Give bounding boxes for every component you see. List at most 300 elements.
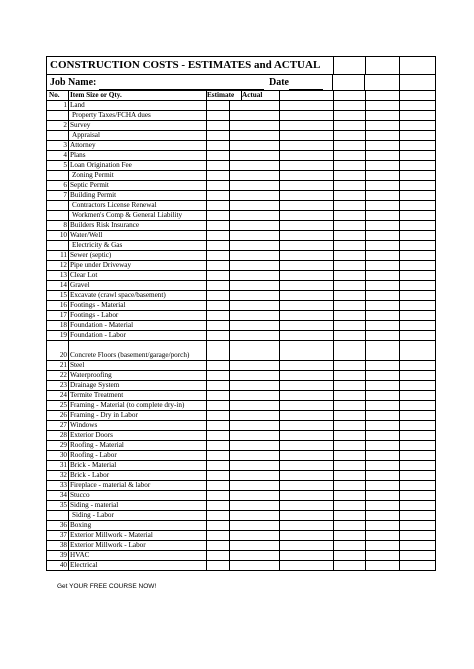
extra-cell[interactable] — [366, 371, 400, 380]
estimate-cell[interactable] — [230, 251, 280, 260]
actual-cell[interactable] — [280, 451, 334, 460]
extra-cell[interactable] — [400, 321, 435, 330]
extra-cell[interactable] — [334, 501, 366, 510]
extra-cell[interactable] — [400, 131, 435, 140]
extra-cell[interactable] — [366, 311, 400, 320]
actual-cell[interactable] — [280, 201, 334, 210]
estimate-cell[interactable] — [230, 151, 280, 160]
extra-cell[interactable] — [334, 461, 366, 470]
extra-cell[interactable] — [400, 191, 435, 200]
extra-cell[interactable] — [366, 551, 400, 560]
row-item: Property Taxes/FCHA dues — [69, 111, 207, 120]
qty-cell[interactable] — [207, 161, 230, 170]
qty-cell[interactable] — [207, 521, 230, 530]
estimate-cell[interactable] — [230, 501, 280, 510]
extra-cell[interactable] — [366, 411, 400, 420]
qty-cell[interactable] — [207, 541, 230, 550]
estimate-cell[interactable] — [230, 551, 280, 560]
actual-cell[interactable] — [280, 321, 334, 330]
actual-cell[interactable] — [280, 391, 334, 400]
extra-cell[interactable] — [366, 281, 400, 290]
qty-cell[interactable] — [207, 101, 230, 110]
estimate-cell[interactable] — [230, 261, 280, 270]
extra-cell[interactable] — [366, 231, 400, 240]
extra-cell[interactable] — [334, 521, 366, 530]
extra-cell[interactable] — [400, 251, 435, 260]
estimate-cell[interactable] — [230, 311, 280, 320]
qty-cell[interactable] — [207, 371, 230, 380]
actual-cell[interactable] — [280, 161, 334, 170]
actual-cell[interactable] — [280, 431, 334, 440]
extra-cell[interactable] — [366, 511, 400, 520]
actual-cell[interactable] — [280, 181, 334, 190]
row-number: 6 — [47, 181, 69, 190]
extra-cell[interactable] — [334, 271, 366, 280]
qty-cell[interactable] — [207, 191, 230, 200]
estimate-cell[interactable] — [230, 301, 280, 310]
qty-cell[interactable] — [207, 231, 230, 240]
estimate-cell[interactable] — [230, 331, 280, 340]
actual-cell[interactable] — [280, 421, 334, 430]
actual-cell[interactable] — [280, 461, 334, 470]
extra-cell[interactable] — [400, 491, 435, 500]
qty-cell[interactable] — [207, 251, 230, 260]
qty-cell[interactable] — [207, 361, 230, 370]
actual-cell[interactable] — [280, 521, 334, 530]
row-number: 29 — [47, 441, 69, 450]
extra-cell[interactable] — [400, 461, 435, 470]
qty-cell[interactable] — [207, 131, 230, 140]
qty-cell[interactable] — [207, 201, 230, 210]
estimate-cell[interactable] — [230, 521, 280, 530]
extra-cell[interactable] — [334, 301, 366, 310]
row-number: 34 — [47, 491, 69, 500]
table-row — [47, 271, 435, 281]
actual-cell[interactable] — [280, 291, 334, 300]
row-item: Pipe under Driveway — [69, 261, 207, 270]
qty-cell[interactable] — [207, 311, 230, 320]
actual-cell[interactable] — [280, 541, 334, 550]
extra-cell[interactable] — [400, 291, 435, 300]
extra-cell[interactable] — [400, 261, 435, 270]
qty-cell[interactable] — [207, 401, 230, 410]
actual-cell[interactable] — [280, 301, 334, 310]
extra-cell[interactable] — [366, 291, 400, 300]
footer-link[interactable]: Get YOUR FREE COURSE NOW! — [57, 583, 157, 590]
estimate-cell[interactable] — [230, 531, 280, 540]
extra-cell[interactable] — [400, 271, 435, 280]
extra-cell[interactable] — [334, 251, 366, 260]
actual-cell[interactable] — [280, 341, 334, 360]
estimate-cell[interactable] — [230, 271, 280, 280]
extra-cell[interactable] — [366, 331, 400, 340]
estimate-cell[interactable] — [230, 101, 280, 110]
estimate-cell[interactable] — [230, 361, 280, 370]
actual-cell[interactable] — [280, 241, 334, 250]
row-item: Survey — [69, 121, 207, 130]
actual-cell[interactable] — [280, 491, 334, 500]
estimate-cell[interactable] — [230, 451, 280, 460]
extra-cell[interactable] — [366, 421, 400, 430]
estimate-cell[interactable] — [230, 461, 280, 470]
actual-cell[interactable] — [280, 231, 334, 240]
extra-cell[interactable] — [400, 311, 435, 320]
estimate-cell[interactable] — [230, 181, 280, 190]
extra-cell[interactable] — [334, 381, 366, 390]
extra-cell[interactable] — [366, 461, 400, 470]
actual-cell[interactable] — [280, 211, 334, 220]
extra-cell[interactable] — [334, 221, 366, 230]
extra-cell[interactable] — [366, 141, 400, 150]
extra-cell[interactable] — [400, 121, 435, 130]
extra-cell[interactable] — [334, 341, 366, 360]
extra-cell[interactable] — [400, 421, 435, 430]
extra-cell[interactable] — [334, 541, 366, 550]
extra-cell[interactable] — [366, 491, 400, 500]
qty-cell[interactable] — [207, 481, 230, 490]
actual-cell[interactable] — [280, 371, 334, 380]
extra-cell[interactable] — [366, 211, 400, 220]
extra-cell[interactable] — [366, 431, 400, 440]
extra-cell[interactable] — [400, 111, 435, 120]
extra-cell[interactable] — [366, 321, 400, 330]
estimate-cell[interactable] — [230, 431, 280, 440]
extra-cell[interactable] — [334, 261, 366, 270]
extra-cell[interactable] — [400, 151, 435, 160]
qty-cell[interactable] — [207, 341, 230, 360]
extra-cell[interactable] — [334, 431, 366, 440]
extra-cell[interactable] — [400, 331, 435, 340]
extra-cell[interactable] — [334, 491, 366, 500]
extra-cell[interactable] — [400, 221, 435, 230]
actual-cell[interactable] — [280, 281, 334, 290]
extra-cell[interactable] — [334, 411, 366, 420]
estimate-cell[interactable] — [230, 371, 280, 380]
actual-cell[interactable] — [280, 131, 334, 140]
extra-cell[interactable] — [400, 101, 435, 110]
extra-cell[interactable] — [366, 521, 400, 530]
extra-cell[interactable] — [334, 371, 366, 380]
extra-cell[interactable] — [334, 241, 366, 250]
extra-cell[interactable] — [366, 451, 400, 460]
qty-cell[interactable] — [207, 441, 230, 450]
extra-cell[interactable] — [334, 231, 366, 240]
extra-cell[interactable] — [400, 431, 435, 440]
qty-cell[interactable] — [207, 121, 230, 130]
row-number — [47, 241, 69, 250]
qty-cell[interactable] — [207, 551, 230, 560]
extra-cell[interactable] — [366, 251, 400, 260]
extra-cell[interactable] — [334, 211, 366, 220]
extra-cell[interactable] — [334, 321, 366, 330]
extra-cell[interactable] — [334, 481, 366, 490]
qty-cell[interactable] — [207, 511, 230, 520]
qty-cell[interactable] — [207, 461, 230, 470]
extra-cell[interactable] — [334, 401, 366, 410]
extra-cell[interactable] — [366, 441, 400, 450]
qty-cell[interactable] — [207, 531, 230, 540]
extra-cell[interactable] — [400, 201, 435, 210]
extra-cell[interactable] — [334, 451, 366, 460]
estimate-cell[interactable] — [230, 411, 280, 420]
qty-cell[interactable] — [207, 471, 230, 480]
actual-cell[interactable] — [280, 551, 334, 560]
extra-cell[interactable] — [400, 391, 435, 400]
estimate-cell[interactable] — [230, 161, 280, 170]
estimate-cell[interactable] — [230, 321, 280, 330]
extra-cell[interactable] — [400, 401, 435, 410]
qty-cell[interactable] — [207, 141, 230, 150]
actual-cell[interactable] — [280, 261, 334, 270]
extra-cell[interactable] — [400, 561, 435, 570]
extra-cell[interactable] — [366, 151, 400, 160]
job-name-field[interactable] — [47, 75, 333, 90]
extra-cell[interactable] — [400, 341, 435, 360]
actual-cell[interactable] — [280, 141, 334, 150]
qty-cell[interactable] — [207, 111, 230, 120]
extra-cell[interactable] — [366, 191, 400, 200]
estimate-cell[interactable] — [230, 211, 280, 220]
estimate-cell[interactable] — [230, 561, 280, 570]
extra-cell[interactable] — [334, 421, 366, 430]
qty-cell[interactable] — [207, 261, 230, 270]
actual-cell[interactable] — [280, 511, 334, 520]
row-item: Framing - Dry in Labor — [69, 411, 207, 420]
qty-cell[interactable] — [207, 431, 230, 440]
row-number: 23 — [47, 381, 69, 390]
row-number: 36 — [47, 521, 69, 530]
extra-cell[interactable] — [334, 101, 366, 110]
qty-cell[interactable] — [207, 151, 230, 160]
extra-cell[interactable] — [334, 141, 366, 150]
extra-cell[interactable] — [366, 131, 400, 140]
estimate-cell[interactable] — [230, 291, 280, 300]
extra-cell[interactable] — [334, 171, 366, 180]
estimate-cell[interactable] — [230, 191, 280, 200]
extra-cell[interactable] — [400, 471, 435, 480]
estimate-cell[interactable] — [230, 131, 280, 140]
qty-cell[interactable] — [207, 491, 230, 500]
extra-cell[interactable] — [400, 501, 435, 510]
extra-cell[interactable] — [334, 201, 366, 210]
extra-cell[interactable] — [400, 481, 435, 490]
extra-cell[interactable] — [366, 121, 400, 130]
extra-cell[interactable] — [400, 551, 435, 560]
row-item: Concrete Floors (basement/garage/porch) — [69, 341, 207, 360]
actual-cell[interactable] — [280, 471, 334, 480]
extra-cell[interactable] — [400, 141, 435, 150]
sheet-title: CONSTRUCTION COSTS - ESTIMATES and ACTUAL — [47, 57, 334, 74]
qty-cell[interactable] — [207, 211, 230, 220]
estimate-cell[interactable] — [230, 111, 280, 120]
estimate-cell[interactable] — [230, 391, 280, 400]
actual-cell[interactable] — [280, 401, 334, 410]
actual-cell[interactable] — [280, 121, 334, 130]
qty-cell[interactable] — [207, 391, 230, 400]
qty-cell[interactable] — [207, 381, 230, 390]
extra-cell[interactable] — [366, 171, 400, 180]
extra-cell[interactable] — [366, 401, 400, 410]
estimate-cell[interactable] — [230, 481, 280, 490]
actual-cell[interactable] — [280, 191, 334, 200]
extra-cell[interactable] — [400, 361, 435, 370]
extra-cell[interactable] — [334, 111, 366, 120]
qty-cell[interactable] — [207, 241, 230, 250]
extra-cell[interactable] — [366, 241, 400, 250]
qty-cell[interactable] — [207, 321, 230, 330]
qty-cell[interactable] — [207, 421, 230, 430]
header-actual: Actual — [242, 91, 280, 100]
extra-cell[interactable] — [366, 391, 400, 400]
qty-cell[interactable] — [207, 171, 230, 180]
extra-cell[interactable] — [400, 181, 435, 190]
actual-cell[interactable] — [280, 481, 334, 490]
qty-cell[interactable] — [207, 281, 230, 290]
estimate-cell[interactable] — [230, 511, 280, 520]
extra-cell[interactable] — [366, 381, 400, 390]
qty-cell[interactable] — [207, 181, 230, 190]
extra-cell[interactable] — [334, 161, 366, 170]
estimate-cell[interactable] — [230, 381, 280, 390]
extra-cell[interactable] — [366, 181, 400, 190]
estimate-cell[interactable] — [230, 231, 280, 240]
extra-cell[interactable] — [366, 541, 400, 550]
qty-cell[interactable] — [207, 271, 230, 280]
actual-cell[interactable] — [280, 251, 334, 260]
estimate-cell[interactable] — [230, 401, 280, 410]
extra-cell[interactable] — [366, 481, 400, 490]
extra-cell[interactable] — [334, 131, 366, 140]
actual-cell[interactable] — [280, 331, 334, 340]
estimate-cell[interactable] — [230, 421, 280, 430]
extra-cell[interactable] — [400, 441, 435, 450]
extra-cell[interactable] — [334, 531, 366, 540]
actual-cell[interactable] — [280, 311, 334, 320]
estimate-cell[interactable] — [230, 221, 280, 230]
actual-cell[interactable] — [280, 561, 334, 570]
extra-cell[interactable] — [334, 441, 366, 450]
extra-cell[interactable] — [334, 191, 366, 200]
extra-cell[interactable] — [334, 281, 366, 290]
extra-cell[interactable] — [334, 361, 366, 370]
table-row — [47, 231, 435, 241]
extra-cell[interactable] — [366, 261, 400, 270]
qty-cell[interactable] — [207, 331, 230, 340]
row-number: 15 — [47, 291, 69, 300]
actual-cell[interactable] — [280, 151, 334, 160]
row-number: 32 — [47, 471, 69, 480]
actual-cell[interactable] — [280, 531, 334, 540]
actual-cell[interactable] — [280, 171, 334, 180]
row-item: HVAC — [69, 551, 207, 560]
extra-cell[interactable] — [400, 541, 435, 550]
qty-cell[interactable] — [207, 501, 230, 510]
actual-cell[interactable] — [280, 101, 334, 110]
extra-cell[interactable] — [334, 551, 366, 560]
actual-cell[interactable] — [280, 441, 334, 450]
estimate-cell[interactable] — [230, 541, 280, 550]
extra-cell[interactable] — [334, 561, 366, 570]
extra-cell[interactable] — [400, 511, 435, 520]
extra-cell[interactable] — [366, 561, 400, 570]
extra-cell[interactable] — [400, 241, 435, 250]
qty-cell[interactable] — [207, 561, 230, 570]
extra-cell[interactable] — [334, 311, 366, 320]
extra-cell[interactable] — [400, 371, 435, 380]
qty-cell[interactable] — [207, 411, 230, 420]
row-item: Fireplace - material & labor — [69, 481, 207, 490]
extra-cell[interactable] — [400, 231, 435, 240]
extra-cell[interactable] — [400, 521, 435, 530]
actual-cell[interactable] — [280, 361, 334, 370]
extra-cell[interactable] — [400, 451, 435, 460]
estimate-cell[interactable] — [230, 201, 280, 210]
estimate-cell[interactable] — [230, 141, 280, 150]
estimate-cell[interactable] — [230, 341, 280, 360]
extra-cell[interactable] — [366, 471, 400, 480]
extra-cell[interactable] — [334, 151, 366, 160]
row-item: Drainage System — [69, 381, 207, 390]
extra-cell[interactable] — [366, 501, 400, 510]
extra-cell[interactable] — [400, 531, 435, 540]
estimate-cell[interactable] — [230, 491, 280, 500]
actual-cell[interactable] — [280, 221, 334, 230]
estimate-cell[interactable] — [230, 281, 280, 290]
actual-cell[interactable] — [280, 411, 334, 420]
table-row — [47, 241, 435, 251]
extra-cell[interactable] — [400, 301, 435, 310]
estimate-cell[interactable] — [230, 441, 280, 450]
qty-cell[interactable] — [207, 451, 230, 460]
extra-cell[interactable] — [366, 341, 400, 360]
extra-cell[interactable] — [366, 221, 400, 230]
extra-cell[interactable] — [334, 121, 366, 130]
extra-cell[interactable] — [400, 381, 435, 390]
extra-cell[interactable] — [400, 281, 435, 290]
estimate-cell[interactable] — [230, 121, 280, 130]
extra-cell[interactable] — [334, 291, 366, 300]
extra-cell[interactable] — [400, 171, 435, 180]
extra-cell[interactable] — [334, 181, 366, 190]
extra-cell[interactable] — [366, 531, 400, 540]
extra-cell[interactable] — [400, 211, 435, 220]
extra-cell[interactable] — [400, 161, 435, 170]
actual-cell[interactable] — [280, 381, 334, 390]
estimate-cell[interactable] — [230, 471, 280, 480]
actual-cell[interactable] — [280, 501, 334, 510]
extra-cell[interactable] — [334, 331, 366, 340]
extra-cell[interactable] — [400, 411, 435, 420]
extra-cell[interactable] — [366, 301, 400, 310]
qty-cell[interactable] — [207, 291, 230, 300]
row-item: Stucco — [69, 491, 207, 500]
actual-cell[interactable] — [280, 111, 334, 120]
extra-cell[interactable] — [366, 271, 400, 280]
qty-cell[interactable] — [207, 221, 230, 230]
extra-cell[interactable] — [334, 511, 366, 520]
extra-cell[interactable] — [366, 361, 400, 370]
extra-cell[interactable] — [366, 161, 400, 170]
extra-cell[interactable] — [366, 101, 400, 110]
estimate-cell[interactable] — [230, 171, 280, 180]
extra-cell[interactable] — [366, 111, 400, 120]
qty-cell[interactable] — [207, 301, 230, 310]
extra-cell[interactable] — [334, 471, 366, 480]
estimate-cell[interactable] — [230, 241, 280, 250]
extra-cell[interactable] — [334, 391, 366, 400]
actual-cell[interactable] — [280, 271, 334, 280]
extra-cell[interactable] — [366, 201, 400, 210]
